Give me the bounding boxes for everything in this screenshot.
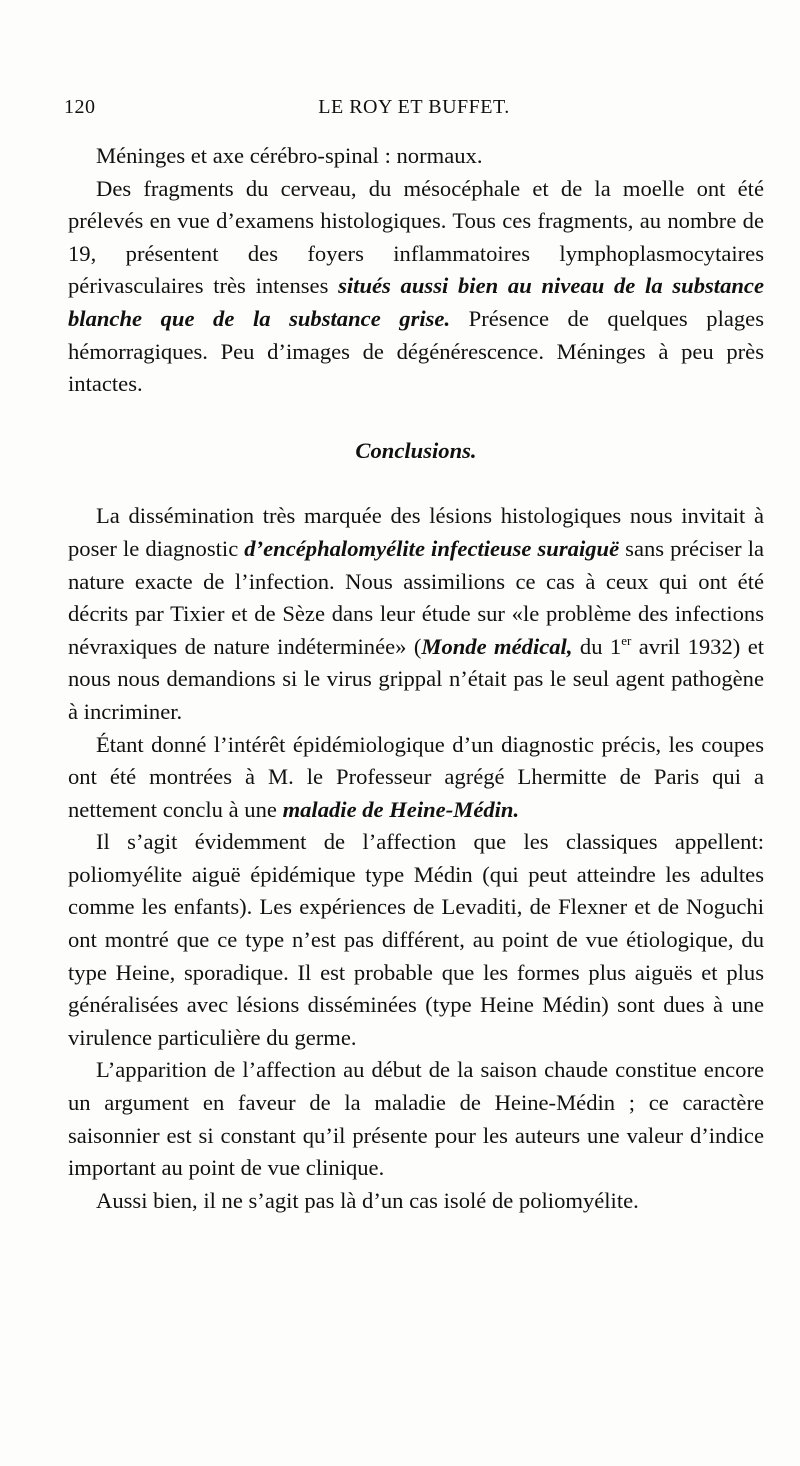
emphasis-text: maladie de Heine-Médin. xyxy=(282,796,520,822)
paragraph-text: Des fragments du cerveau, du mésocéphale et de la moelle ont été prélevés en vue d’examens histologiques. Tous ces fragments, au nombre de 19, présentent des foyers inflammatoires lymphoplasmocytaires périvasculaires très intenses xyxy=(68,175,764,299)
paragraph-saison xyxy=(68,1054,764,1184)
emphasis-text: d’encéphalomyélite infectieuse suraiguë xyxy=(244,535,620,561)
paragraph-text: Étant donné l’intérêt épidémiologique d’un diagnostic précis, les coupes ont été montrées à M. le Professeur agrégé Lhermitte de Paris qui a nettement conclu à une xyxy=(68,731,764,822)
paragraph-text: du 1 xyxy=(572,633,622,659)
paragraph-poliomyelite xyxy=(68,826,764,1054)
paragraph-text: Il s’agit évidemment de l’affection que les classiques appellent: poliomyélite aiguë épidémique type Médin (qui peut atteindre les adultes comme les enfants). Les expériences de Levaditi, de Flexner et de Noguchi ont montré que ce type n’est pas différent, au point de vue étiologique, du type Heine, sporadique. Il est probable que les formes plus aiguës et plus généralisées avec lésions disséminées (type Heine Médin) sont dues à une virulence particulière du germe. xyxy=(68,829,764,1050)
journal-title: Monde médical, xyxy=(421,633,573,659)
paragraph-text: sans préciser la nature exacte de l’infection. Nous assimilions ce cas à ceux qui ont été décrits par Tixier et de Sèze dans leur étude sur «le problème des infections névraxiques de nature indéterminée» ( xyxy=(68,535,765,659)
paragraph-lhermitte xyxy=(68,729,764,827)
body-text xyxy=(68,140,764,1217)
superscript: er xyxy=(621,632,632,648)
running-title: LE ROY ET BUFFET. xyxy=(318,96,510,118)
page-number: 120 xyxy=(64,96,96,118)
paragraph-text: La dissémination très marquée des lésions histologiques nous invitait à poser le diagnostic xyxy=(68,503,764,561)
paragraph-dissemination xyxy=(68,500,764,728)
paragraph-text: Présence de quelques plages hémorragiques. Peu d’images de dégénérescence. Méninges à peu près intactes. xyxy=(68,305,765,397)
paragraph-fragments xyxy=(68,173,764,401)
paragraph-aussi-bien xyxy=(68,1185,764,1218)
paragraph-text: Méninges et axe cérébro-spinal : normaux. xyxy=(96,143,483,168)
section-title: Conclusions. xyxy=(355,437,477,463)
paragraph-meninges xyxy=(68,140,764,173)
paragraph-text: Aussi bien, il ne s’agit pas là d’un cas isolé de poliomyélite. xyxy=(96,1187,639,1213)
running-head xyxy=(64,96,764,126)
paragraph-text: L’apparition de l’affection au début de la saison chaude constitue encore un argument en faveur de la maladie de Heine-Médin ; ce caractère saisonnier est si constant qu’il présente pour les auteurs une valeur d’indice important au point de vue clinique. xyxy=(68,1057,764,1181)
paragraph-text: avril 1932) et nous nous demandions si le virus grippal n’était pas le seul agent pathogène à incriminer. xyxy=(68,633,764,724)
emphasis-text: situés aussi bien au niveau de la substance blanche que de la substance grise. xyxy=(68,273,764,331)
